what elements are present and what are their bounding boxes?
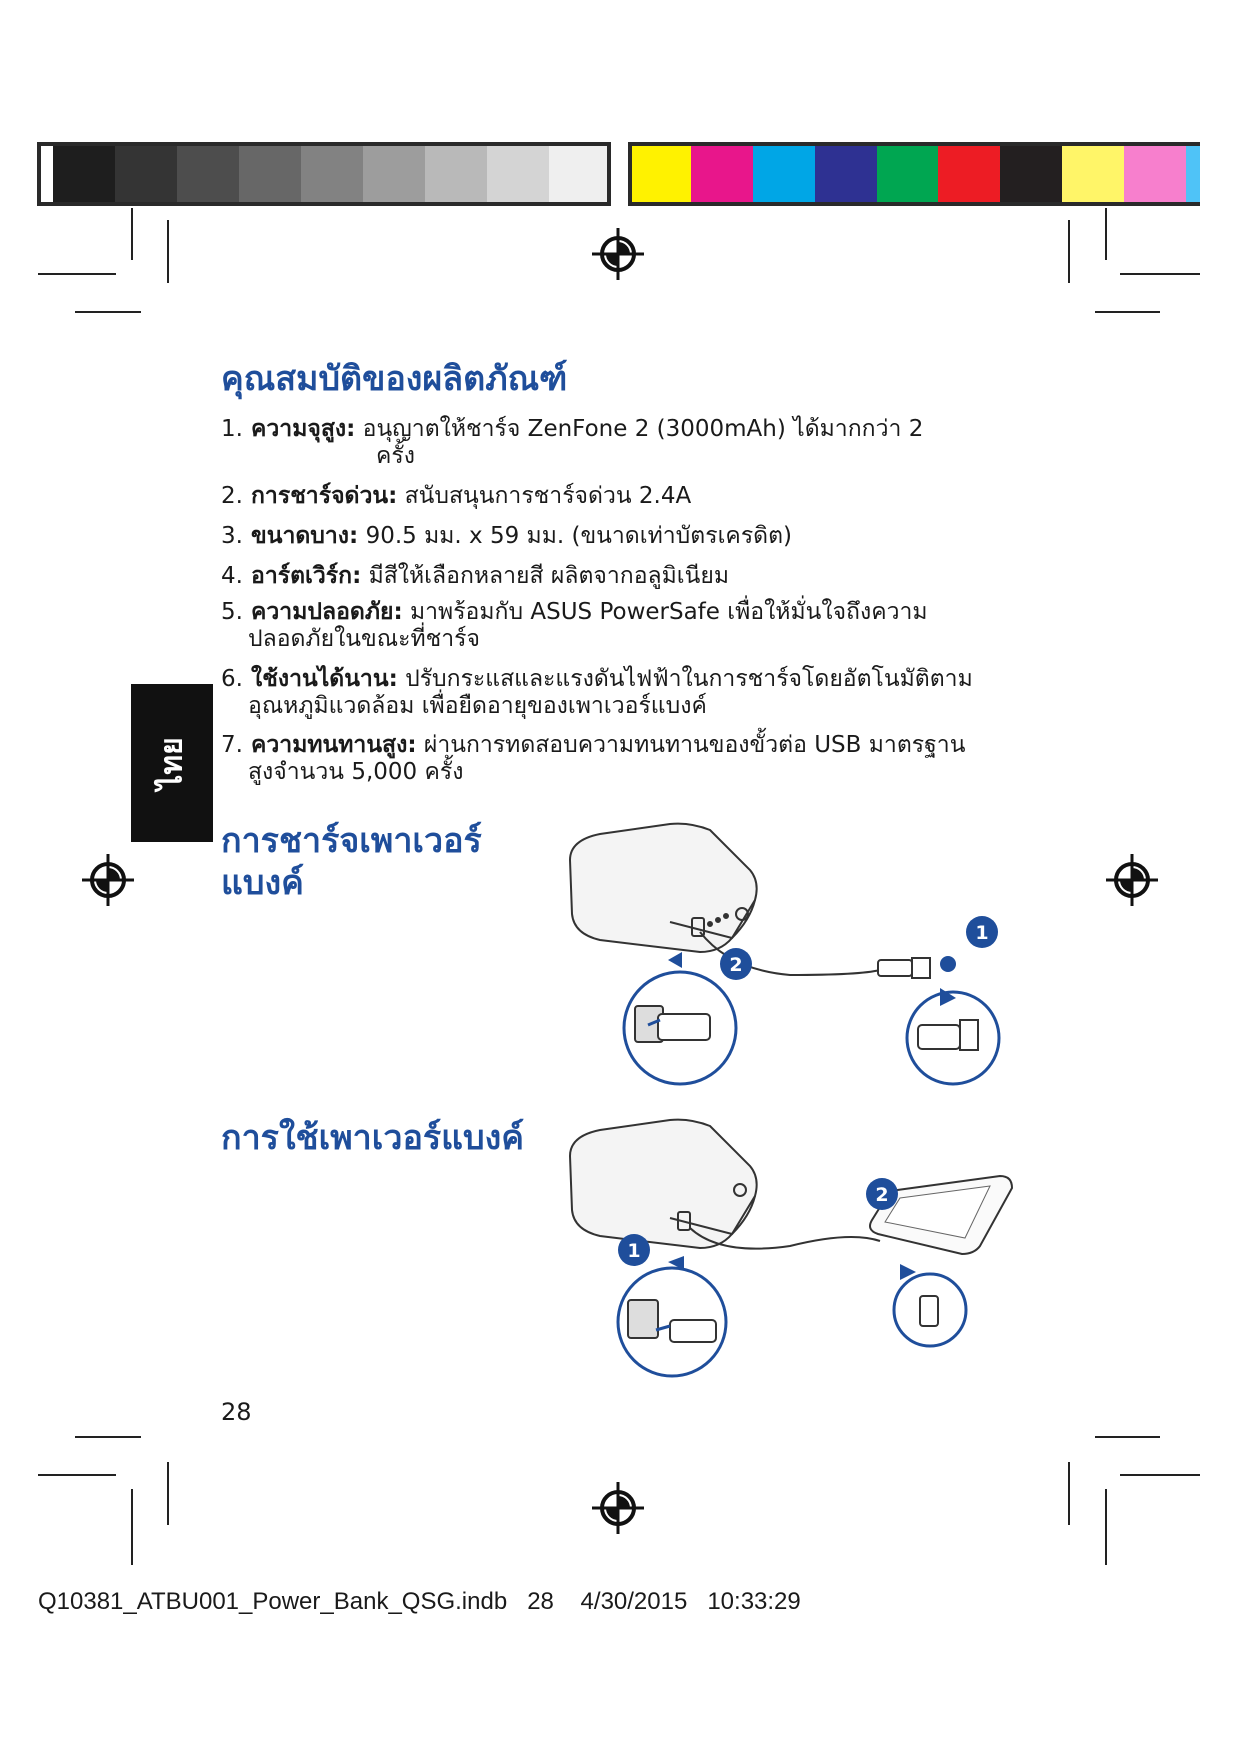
crop-mark (167, 220, 169, 283)
page-number: 28 (221, 1398, 252, 1426)
charging-heading (221, 820, 482, 904)
item-text: อนุญาตให้ชาร์จ ZenFone 2 (3000mAh) ได้มากกว่า 2 (362, 416, 924, 442)
step-badge-label: 2 (875, 1184, 889, 1206)
crop-mark (1095, 1436, 1160, 1438)
registration-mark-top (592, 228, 644, 280)
item-title: ใช้งานได้นาน: (251, 666, 398, 692)
charging-heading-line2: แบงค์ (221, 863, 304, 903)
item-number: 7. (221, 732, 243, 758)
step-badge (618, 1234, 650, 1266)
crop-mark (38, 273, 116, 275)
list-item (221, 523, 1041, 550)
step-badge-label: 2 (729, 954, 743, 976)
crop-mark (1120, 273, 1200, 275)
registration-mark-right (1106, 854, 1158, 906)
item-number: 4. (221, 563, 243, 589)
list-item (221, 666, 1041, 720)
item-number: 3. (221, 523, 243, 549)
crop-mark (1068, 220, 1070, 283)
item-text: มีสีให้เลือกหลายสี ผลิตจากอลูมิเนียม (368, 563, 729, 589)
step-badge (966, 916, 998, 948)
step-badge (720, 948, 752, 980)
list-item (221, 483, 1041, 510)
crop-mark (167, 1462, 169, 1525)
crop-mark (131, 1489, 133, 1565)
step-badge (866, 1178, 898, 1210)
registration-mark-bottom (592, 1482, 644, 1534)
crop-mark (1105, 1489, 1107, 1565)
use-detail-left (618, 1256, 726, 1376)
color-bar (628, 142, 1200, 206)
crop-mark (1068, 1462, 1070, 1525)
charge-detail-right (907, 988, 999, 1084)
list-item (221, 563, 1041, 590)
item-title: ความจุสูง: (251, 416, 356, 442)
crop-mark (1095, 311, 1160, 313)
crop-mark (75, 311, 141, 313)
item-title: ขนาดบาง: (251, 523, 359, 549)
step-badge-label: 1 (975, 922, 989, 944)
using-heading: การใช้เพาเวอร์แบงค์ (221, 1118, 524, 1158)
item-text: ผ่านการทดสอบความทนทานของขั้วต่อ USB มาตรฐาน (423, 732, 966, 758)
crop-mark (1120, 1474, 1200, 1476)
registration-mark-left (82, 854, 134, 906)
step-badge-label: 1 (627, 1240, 641, 1262)
item-title: ความปลอดภัย: (251, 599, 403, 625)
list-item (221, 416, 1041, 470)
crop-mark (131, 208, 133, 260)
item-number: 6. (221, 666, 243, 692)
item-title: การชาร์จด่วน: (251, 483, 398, 509)
list-item (221, 599, 1041, 653)
power-bank-illustration (570, 1120, 757, 1248)
crop-mark (1105, 208, 1107, 260)
item-text: สนับสนุนการชาร์จด่วน 2.4A (404, 483, 692, 509)
item-text-cont: สูงจำนวน 5,000 ครั้ง (248, 759, 464, 785)
crop-mark (75, 1436, 141, 1438)
print-slug: Q10381_ATBU001_Power_Bank_QSG.indb 28 4/30/2015 10:33:29 (38, 1588, 801, 1615)
list-item (221, 732, 1041, 786)
charging-diagram (560, 820, 1020, 1090)
item-text-cont: ปลอดภัยในขณะที่ชาร์จ (248, 626, 480, 652)
item-text: ปรับกระแสและแรงดันไฟฟ้าในการชาร์จโดยอัตโนมัติตาม (405, 666, 973, 692)
power-bank-illustration (570, 824, 757, 952)
features-heading: คุณสมบัติของผลิตภัณฑ์ (221, 359, 568, 399)
using-diagram (560, 1116, 1030, 1386)
item-title: ความทนทานสูง: (251, 732, 417, 758)
item-number: 5. (221, 599, 243, 625)
crop-mark (38, 1474, 116, 1476)
item-number: 2. (221, 483, 243, 509)
language-tab (131, 684, 213, 842)
item-text: 90.5 มม. x 59 มม. (ขนาดเท่าบัตรเครดิต) (365, 523, 793, 549)
grayscale-bar (37, 142, 611, 206)
charging-heading-line1: การชาร์จเพาเวอร์ (221, 821, 482, 861)
item-title: อาร์ตเวิร์ก: (251, 563, 362, 589)
item-number: 1. (221, 416, 243, 442)
charge-detail-left (624, 952, 736, 1084)
language-tab-label: ไทย (154, 736, 190, 790)
use-detail-right (894, 1264, 966, 1346)
item-text-cont: ครั้ง (376, 443, 415, 469)
item-text: มาพร้อมกับ ASUS PowerSafe เพื่อให้มั่นใจถึงความ (409, 599, 928, 625)
item-text-cont: อุณหภูมิแวดล้อม เพื่อยืดอายุของเพาเวอร์แบงค์ (248, 693, 707, 719)
